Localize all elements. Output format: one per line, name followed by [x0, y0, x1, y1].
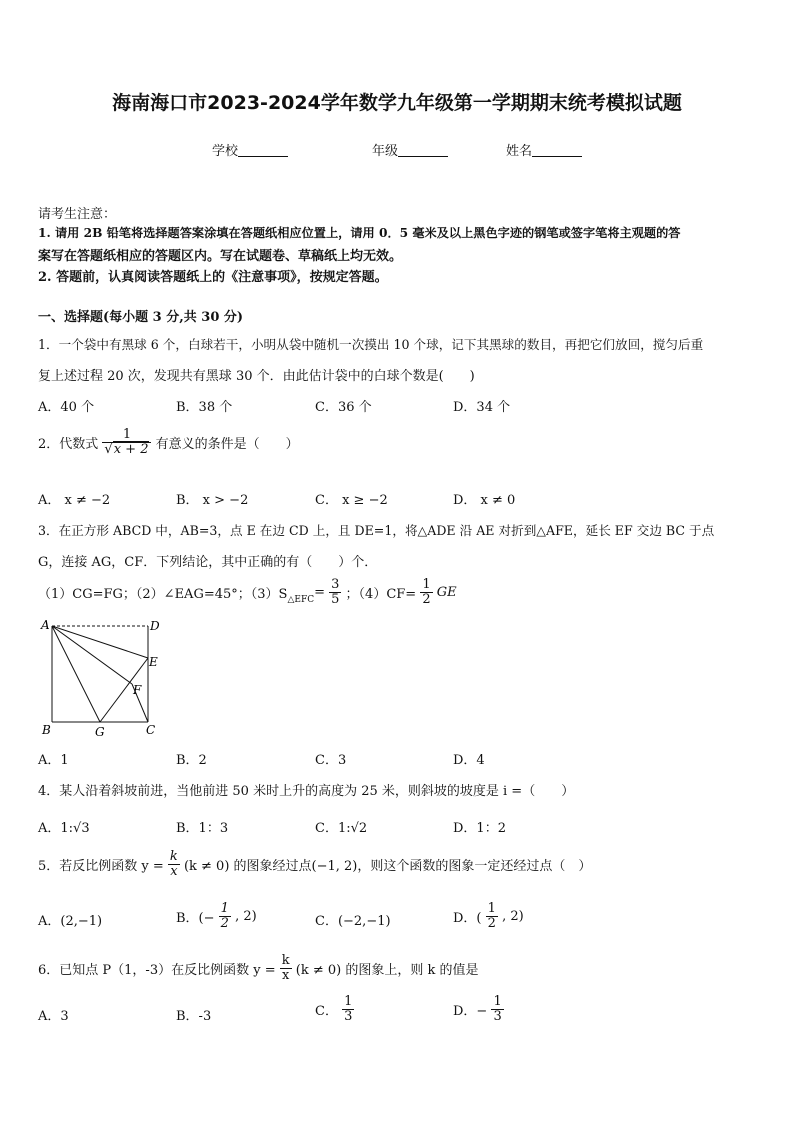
notice-heading: 请考生注意： [38, 207, 117, 222]
q1-option-c[interactable]: C．36 个 [315, 400, 372, 415]
q1-option-a[interactable]: A．40 个 [38, 400, 95, 415]
q5-option-d-frac [486, 902, 498, 931]
q6-option-d[interactable] [453, 995, 504, 1024]
q6-option-a[interactable]: A．3 [38, 1009, 69, 1024]
label-f: F [133, 683, 142, 697]
q3-c3-den: 5 [331, 592, 340, 607]
q2-frac-num: 1 [122, 427, 132, 442]
grade-field[interactable] [372, 140, 448, 159]
q6-frac-num: k [281, 953, 290, 968]
q5-frac-den: x [168, 864, 180, 879]
q2-prefix: 2．代数式 [38, 437, 99, 452]
q6-optd-num: 1 [493, 994, 502, 1009]
q3-option-d[interactable]: D．4 [453, 753, 485, 768]
q3-c1: （1）CG=FG；（2）∠EAG=45°；（3）S [38, 587, 288, 602]
q3-c4-num: 1 [422, 577, 431, 592]
q5-option-d-post: , 2) [502, 909, 524, 924]
label-a: A [41, 618, 50, 632]
q6-option-c-pre: C． [315, 1004, 338, 1019]
q4-option-d[interactable]: D．1：2 [453, 821, 506, 836]
q6-optd-den: 3 [493, 1009, 502, 1024]
q6-prefix: 6．已知点 P（1，-3）在反比例函数 y = [38, 963, 276, 978]
q5-optd-num: 1 [487, 901, 496, 916]
q3-c1-eq: = [314, 585, 325, 600]
q2-frac-den-radicand: x + 2 [113, 442, 149, 457]
q3-figure [36, 616, 166, 740]
q3-c4-den: 2 [422, 592, 431, 607]
segment-ae [52, 626, 148, 658]
q5-mid: (k ≠ 0) 的图象经过点(−1, 2)，则这个函数的图象一定还经过点（ ） [183, 859, 592, 874]
q6-suffix: (k ≠ 0) 的图象上，则 k 的值是 [295, 963, 479, 978]
q1-line2: 复上述过程 20 次，发现共有黑球 30 个．由此估计袋中的白球个数是( ) [38, 369, 475, 384]
page-title: 海南海口市2023-2024学年数学九年级第一学期期末统考模拟试题 [112, 92, 682, 114]
q4-option-b[interactable]: B．1：3 [176, 821, 229, 836]
q2-frac-den: √x + 2 [102, 442, 151, 457]
school-blank[interactable] [238, 144, 288, 157]
q5-optb-num: 1 [220, 901, 229, 916]
school-field[interactable] [212, 140, 288, 159]
q2-option-d[interactable]: D． x ≠ 0 [453, 493, 516, 508]
q5-option-d[interactable] [453, 902, 524, 931]
q3-line1: 3．在正方形 ABCD 中，AB=3，点 E 在边 CD 上，且 DE=1，将△ADE 沿 AE 对折到△AFE，延长 EF 交边 BC 于点 [38, 523, 715, 538]
name-field[interactable] [506, 140, 582, 159]
label-b: B [42, 723, 51, 737]
q3-conclusions [38, 578, 457, 607]
q3-frac-1-2 [420, 578, 432, 607]
q3-option-a[interactable]: A．1 [38, 753, 69, 768]
q5-option-b[interactable] [176, 902, 257, 931]
name-label: 姓名 [506, 144, 533, 159]
q6-optc-den: 3 [344, 1009, 353, 1024]
q5-fraction [168, 850, 180, 879]
q3-c3-num: 3 [331, 577, 340, 592]
label-e: E [149, 655, 158, 669]
q5-frac-num: k [169, 849, 178, 864]
q2-suffix: 有意义的条件是（ ） [155, 437, 299, 452]
q3-c1-sub: △EFC [287, 595, 315, 605]
q6-optc-num: 1 [344, 994, 353, 1009]
q2-fraction [102, 428, 151, 457]
section1-heading: 一、选择题(每小题 3 分,共 30 分) [38, 310, 244, 325]
q4-stem: 4．某人沿着斜坡前进，当他前进 50 米时上升的高度为 25 米，则斜坡的坡度是 i =（ ） [38, 784, 575, 799]
q6-option-c-frac [342, 995, 354, 1024]
q5-option-b-frac [219, 902, 231, 931]
grade-label: 年级 [372, 144, 399, 159]
q3-frac-3-5 [329, 578, 341, 607]
q2-option-a[interactable]: A． x ≠ −2 [38, 493, 111, 508]
label-c: C [146, 723, 156, 737]
q3-line2: G，连接 AG，CF．下列结论，其中正确的有（ ）个． [38, 555, 378, 570]
q1-option-d[interactable]: D．34 个 [453, 400, 511, 415]
q5-stem [38, 850, 591, 879]
q3-option-c[interactable]: C．3 [315, 753, 347, 768]
grade-blank[interactable] [398, 144, 448, 157]
label-d: D [150, 619, 160, 633]
q6-option-b[interactable]: B．-3 [176, 1009, 212, 1024]
q4-option-a[interactable]: A．1:√3 [38, 821, 90, 836]
segment-ag [52, 626, 100, 722]
segment-af [52, 626, 132, 684]
q6-fraction [280, 954, 292, 983]
q1-line1: 1．一个袋中有黑球 6 个，白球若干，小明从袋中随机一次摸出 10 个球，记下其黑球的数目，再把它们放回，搅匀后重 [38, 337, 704, 352]
q3-c4-post: GE [436, 585, 457, 600]
q2-option-c[interactable]: C． x ≥ −2 [315, 493, 388, 508]
q2-option-b[interactable]: B． x > −2 [176, 493, 249, 508]
q5-optb-den: 2 [220, 916, 229, 931]
q6-option-d-pre: D．− [453, 1004, 488, 1019]
name-blank[interactable] [532, 144, 582, 157]
school-label: 学校 [212, 144, 239, 159]
notice-item2: 2. 答题前，认真阅读答题纸上的《注意事项》，按规定答题。 [38, 270, 388, 285]
q6-option-c[interactable] [315, 995, 354, 1024]
q5-option-d-pre: D．( [453, 911, 482, 926]
q5-option-a[interactable]: A．(2,−1) [38, 914, 103, 929]
q5-optd-den: 2 [487, 916, 496, 931]
q3-option-b[interactable]: B．2 [176, 753, 207, 768]
q5-option-b-post: , 2) [235, 909, 257, 924]
notice-item1-line2: 案写在答题纸相应的答题区内。写在试题卷、草稿纸上均无效。 [38, 249, 403, 264]
q5-option-b-pre: B．(− [176, 911, 215, 926]
q3-c4-pre: ；（4）CF= [345, 587, 417, 602]
q5-prefix: 5．若反比例函数 y = [38, 859, 164, 874]
q6-option-d-frac [491, 995, 503, 1024]
q6-stem [38, 954, 479, 983]
notice-item1-line1: 1. 请用 2B 铅笔将选择题答案涂填在答题纸相应位置上，请用 0．5 毫米及以上黑色字迹的钢笔或签字笔将主观题的答 [38, 226, 681, 240]
q1-option-b[interactable]: B．38 个 [176, 400, 233, 415]
q2-stem [38, 428, 299, 457]
q4-option-c[interactable]: C．1:√2 [315, 821, 368, 836]
label-g: G [95, 725, 105, 739]
q6-frac-den: x [280, 968, 292, 983]
q5-option-c[interactable]: C．(−2,−1) [315, 914, 391, 929]
